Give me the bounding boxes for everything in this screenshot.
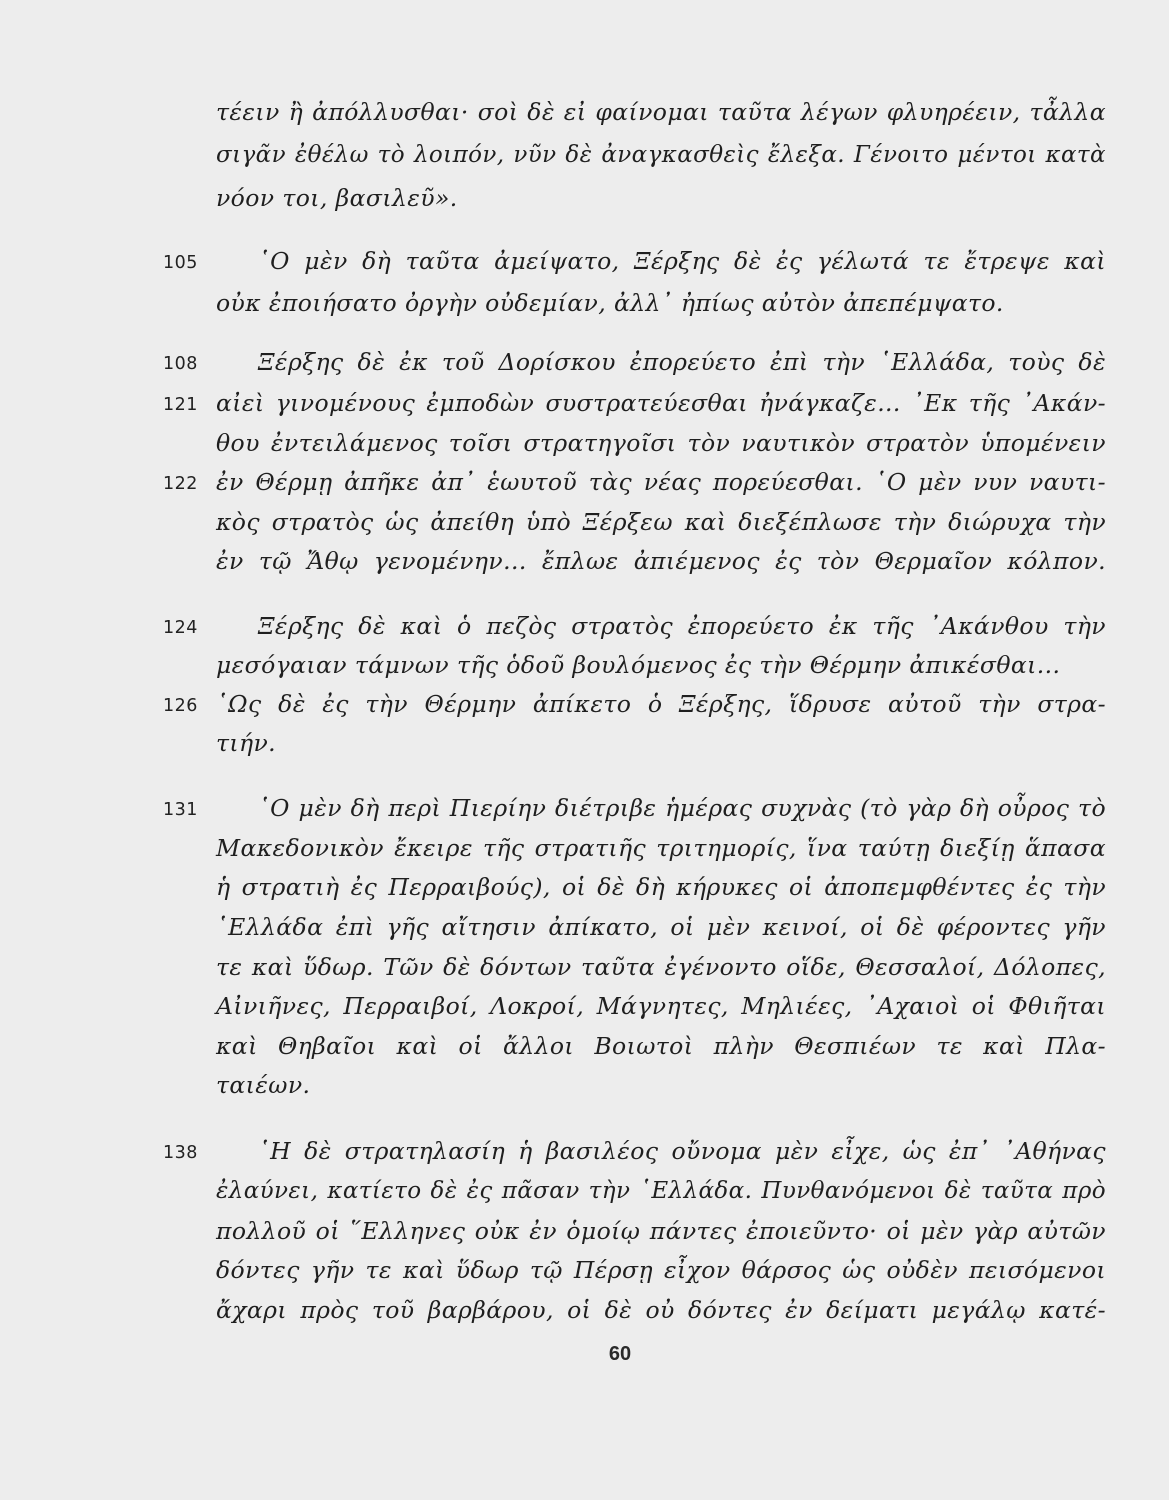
text-line: Μακεδονικὸν ἔκειρε τῆς στρατιῆς τριτημορίς, ἵνα ταύτῃ διεξίῃ ἅπασα bbox=[216, 834, 1106, 862]
text-line: ἐν τῷ Ἄθῳ γενομένην... ἔπλωε ἀπιέμενος ἐς τὸν Θερμαῖον κόλπον. bbox=[216, 547, 1106, 575]
page-number: 60 bbox=[608, 1343, 632, 1365]
text-line: ῾Ως δὲ ἐς τὴν Θέρμην ἀπίκετο ὁ Ξέρξης, ἵδρυσε αὐτοῦ τὴν στρα- bbox=[216, 690, 1106, 718]
line-number: 131 bbox=[163, 800, 198, 820]
line-number: 126 bbox=[163, 696, 198, 716]
text-line: μεσόγαιαν τάμνων τῆς ὁδοῦ βουλόμενος ἐς τὴν Θέρμην ἀπικέσθαι... bbox=[216, 651, 1061, 679]
text-line: πολλοῦ οἱ ῞Ελληνες οὐκ ἐν ὁμοίῳ πάντες ἐποιεῦντο· οἱ μὲν γὰρ αὐτῶν bbox=[216, 1217, 1106, 1245]
text-line: νόον τοι, βασιλεῦ». bbox=[216, 184, 458, 212]
text-line: Αἰνιῆνες, Περραιβοί, Λοκροί, Μάγνητες, Μηλιέες, ᾿Αχαιοὶ οἱ Φθιῆται bbox=[216, 992, 1106, 1020]
line-number: 124 bbox=[163, 618, 198, 638]
text-line: Ξέρξης δὲ καὶ ὁ πεζὸς στρατὸς ἐπορεύετο ἐκ τῆς ᾿Ακάνθου τὴν bbox=[258, 612, 1106, 640]
line-number: 122 bbox=[163, 474, 198, 494]
text-line: τιήν. bbox=[216, 729, 277, 757]
text-line: αἰεὶ γινομένους ἐμποδὼν συστρατεύεσθαι ἠνάγκαζε... ᾿Εκ τῆς ᾿Ακάν- bbox=[216, 389, 1106, 417]
text-line: ἐλαύνει, κατίετο δὲ ἐς πᾶσαν τὴν ῾Ελλάδα. Πυνθανόμενοι δὲ ταῦτα πρὸ bbox=[216, 1178, 1106, 1204]
text-line: ῾Ελλάδα ἐπὶ γῆς αἴτησιν ἀπίκατο, οἱ μὲν κεινοί, οἱ δὲ φέροντες γῆν bbox=[216, 913, 1106, 941]
text-line: ῾Ο μὲν δὴ περὶ Πιερίην διέτριβε ἡμέρας συχνὰς (τὸ γὰρ δὴ οὖρος τὸ bbox=[258, 794, 1106, 822]
text-line: οὐκ ἐποιήσατο ὀργὴν οὐδεμίαν, ἀλλ᾿ ἠπίως αὐτὸν ἀπεπέμψατο. bbox=[216, 289, 1004, 317]
line-number: 105 bbox=[163, 253, 198, 273]
text-line: ἡ στρατιὴ ἐς Περραιβούς), οἱ δὲ δὴ κήρυκες οἱ ἀποπεμφθέντες ἐς τὴν bbox=[216, 873, 1106, 901]
text-line: ἐν Θέρμῃ ἀπῆκε ἀπ᾿ ἑωυτοῦ τὰς νέας πορεύεσθαι. ῾Ο μὲν νυν ναυτι- bbox=[216, 468, 1106, 496]
text-line: κὸς στρατὸς ὡς ἀπείθη ὑπὸ Ξέρξεω καὶ διεξέπλωσε τὴν διώρυχα τὴν bbox=[216, 508, 1106, 536]
text-line: ταιέων. bbox=[216, 1071, 311, 1099]
text-line: τέειν ἢ ἀπόλλυσθαι· σοὶ δὲ εἰ φαίνομαι ταῦτα λέγων φλυηρέειν, τἆλλα bbox=[216, 98, 1106, 126]
text-line: θου ἐντειλάμενος τοῖσι στρατηγοῖσι τὸν ναυτικὸν στρατὸν ὑπομένειν bbox=[216, 429, 1106, 457]
line-number: 138 bbox=[163, 1143, 198, 1163]
text-line: καὶ Θηβαῖοι καὶ οἱ ἄλλοι Βοιωτοὶ πλὴν Θεσπιέων τε καὶ Πλα- bbox=[216, 1032, 1106, 1060]
line-number: 121 bbox=[163, 395, 198, 415]
text-line: ῾Ο μὲν δὴ ταῦτα ἀμείψατο, Ξέρξης δὲ ἐς γέλωτά τε ἔτρεψε καὶ bbox=[258, 247, 1106, 275]
text-line: σιγᾶν ἐθέλω τὸ λοιπόν, νῦν δὲ ἀναγκασθεὶς ἔλεξα. Γένοιτο μέντοι κατὰ bbox=[216, 142, 1106, 168]
text-line: Ξέρξης δὲ ἐκ τοῦ Δορίσκου ἐπορεύετο ἐπὶ τὴν ῾Ελλάδα, τοὺς δὲ bbox=[258, 348, 1106, 376]
line-number: 108 bbox=[163, 354, 198, 374]
text-line: ῾Η δὲ στρατηλασίη ἡ βασιλέος οὔνομα μὲν εἶχε, ὡς ἐπ᾿ ᾿Αθήνας bbox=[258, 1137, 1106, 1165]
text-line: ἄχαρι πρὸς τοῦ βαρβάρου, οἱ δὲ οὐ δόντες ἐν δείματι μεγάλῳ κατέ- bbox=[216, 1296, 1106, 1324]
text-line: δόντες γῆν τε καὶ ὕδωρ τῷ Πέρσῃ εἶχον θάρσος ὡς οὐδὲν πεισόμενοι bbox=[216, 1256, 1106, 1284]
text-line: τε καὶ ὕδωρ. Τῶν δὲ δόντων ταῦτα ἐγένοντο οἵδε, Θεσσαλοί, Δόλοπες, bbox=[216, 953, 1106, 981]
